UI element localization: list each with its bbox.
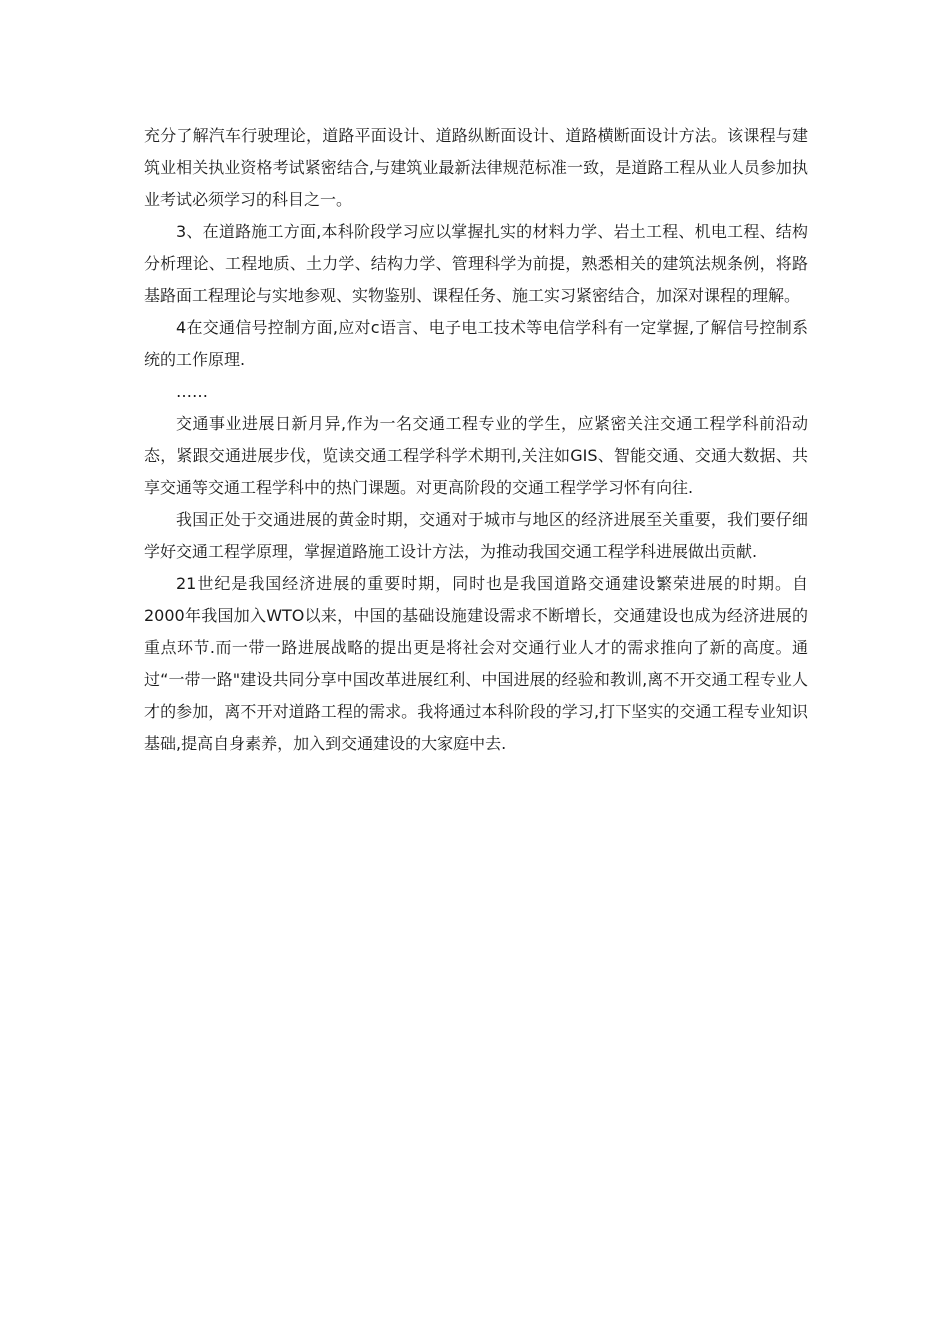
paragraph-2: 3、在道路施工方面,本科阶段学习应以掌握扎实的材料力学、岩土工程、机电工程、结构分析理论、工程地质、土力学、结构力学、管理科学为前提，熟悉相关的建筑法规条例，将路基路面工程理论与实地参观、实物鉴别、课程任务、施工实习紧密结合，加深对课程的理解。 <box>144 222 808 305</box>
document-body <box>144 120 808 760</box>
paragraph-6: 我国正处于交通进展的黄金时期，交通对于城市与地区的经济进展至关重要，我们要仔细学好交通工程学原理，掌握道路施工设计方法，为推动我国交通工程学科进展做出贡献. <box>144 510 808 561</box>
paragraph-ellipsis: …… <box>176 382 208 401</box>
paragraph-1: 充分了解汽车行驶理论，道路平面设计、道路纵断面设计、道路横断面设计方法。该课程与建筑业相关执业资格考试紧密结合,与建筑业最新法律规范标准一致，是道路工程从业人员参加执业考试必须学习的科目之一。 <box>144 126 808 209</box>
paragraph-5: 交通事业进展日新月异,作为一名交通工程专业的学生，应紧密关注交通工程学科前沿动态，紧跟交通进展步伐，览读交通工程学科学术期刊,关注如GIS、智能交通、交通大数据、共享交通等交通工程学科中的热门课题。对更高阶段的交通工程学学习怀有向往. <box>144 414 808 497</box>
paragraph-7: 21世纪是我国经济进展的重要时期，同时也是我国道路交通建设繁荣进展的时期。自2000年我国加入WTO以来，中国的基础设施建设需求不断增长，交通建设也成为经济进展的重点环节.而一带一路进展战略的提出更是将社会对交通行业人才的需求推向了新的高度。通过“一带一路"建设共同分享中国改革进展红利、中国进展的经验和教训,离不开交通工程专业人才的参加，离不开对道路工程的需求。我将通过本科阶段的学习,打下坚实的交通工程专业知识基础,提高自身素养，加入到交通建设的大家庭中去. <box>144 574 808 753</box>
paragraph-3: 4在交通信号控制方面,应对c语言、电子电工技术等电信学科有一定掌握,了解信号控制系统的工作原理. <box>144 318 808 369</box>
